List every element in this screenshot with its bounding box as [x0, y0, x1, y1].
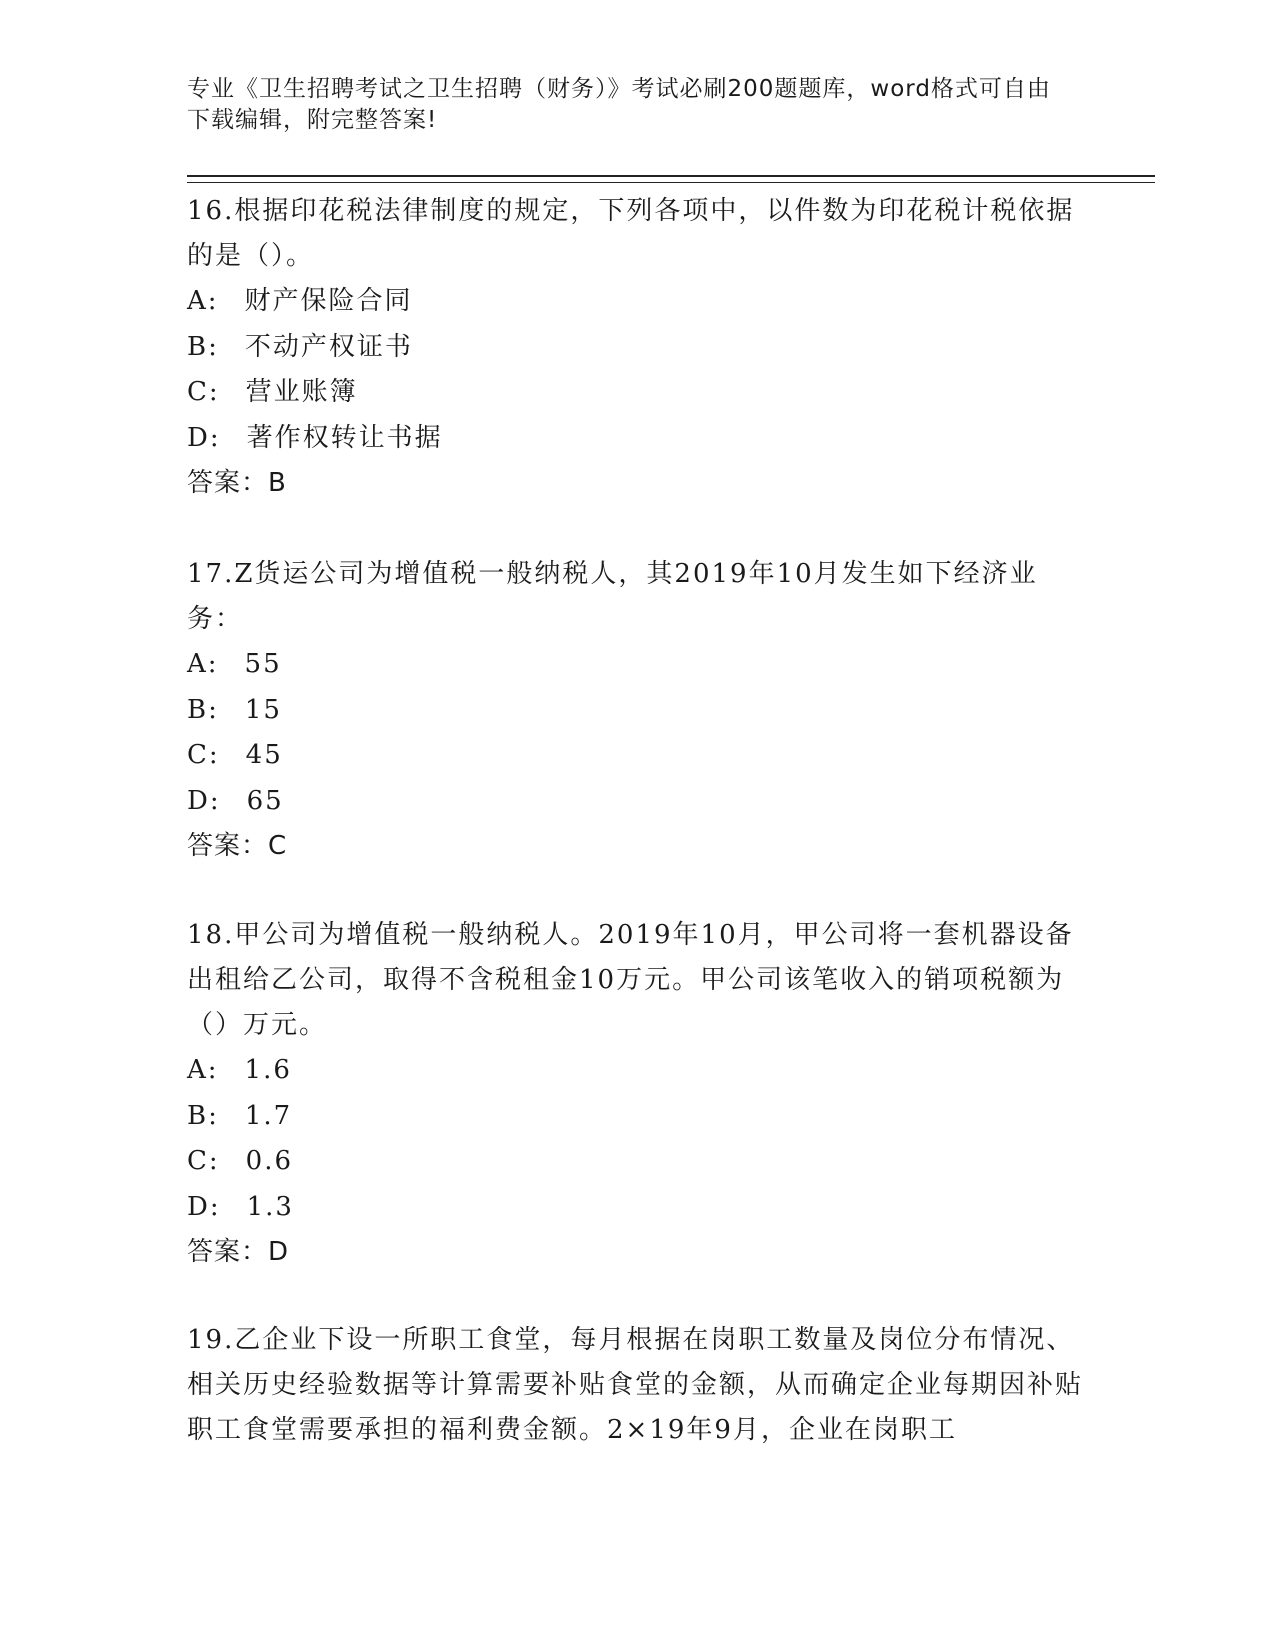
option-key: B:: [187, 331, 219, 362]
answer-line: 答案：D: [187, 1237, 290, 1267]
option-d: [187, 779, 1087, 825]
answer-line: 答案：C: [187, 831, 288, 861]
option-b: [187, 688, 1087, 734]
question-text: 根据印花税法律制度的规定，下列各项中，以件数为印花税计税依据的是（）。: [187, 196, 1075, 271]
question-18: [187, 913, 1087, 1275]
header-divider-thin: [187, 182, 1155, 183]
option-key: A:: [187, 1055, 219, 1085]
option-key: C:: [187, 740, 220, 770]
option-key: B:: [187, 694, 219, 725]
option-b: [187, 325, 1087, 371]
question-stem: [187, 1318, 1087, 1453]
option-key: D:: [187, 1191, 221, 1222]
option-text: 营业账簿: [245, 377, 358, 407]
option-key: C:: [187, 1146, 220, 1176]
option-a: [187, 1048, 1087, 1094]
option-text: 1.7: [244, 1100, 293, 1131]
option-d: [187, 416, 1087, 462]
option-key: A:: [187, 649, 219, 679]
option-key: B:: [187, 1100, 219, 1131]
question-stem: [187, 189, 1087, 279]
option-text: 65: [246, 785, 284, 816]
question-19: [187, 1318, 1087, 1453]
question-17: [187, 552, 1087, 869]
option-d: [187, 1185, 1087, 1231]
question-number: 18.: [187, 920, 235, 950]
option-text: 不动产权证书: [244, 331, 413, 362]
option-key: C:: [187, 377, 220, 407]
question-stem: [187, 552, 1087, 642]
question-number: 16.: [187, 196, 235, 226]
question-text: 乙企业下设一所职工食堂，每月根据在岗职工数量及岗位分布情况、相关历史经验数据等计算需要补贴食堂的金额，从而确定企业每期因补贴职工食堂需要承担的福利费金额。2×19年9月，企业在岗职工: [187, 1325, 1084, 1445]
option-c: [187, 1139, 1087, 1185]
option-text: 55: [244, 649, 282, 679]
question-number: 19.: [187, 1325, 235, 1355]
option-a: [187, 279, 1087, 325]
option-text: 财产保险合同: [244, 286, 413, 316]
option-key: D:: [187, 422, 221, 453]
option-text: 45: [245, 740, 283, 770]
question-16: [187, 189, 1087, 506]
option-a: [187, 642, 1087, 688]
option-c: [187, 733, 1087, 779]
answer-line: 答案：B: [187, 468, 287, 498]
option-text: 0.6: [245, 1146, 294, 1176]
option-key: D:: [187, 785, 221, 816]
header-divider-thick: [187, 175, 1155, 177]
question-stem: [187, 913, 1087, 1048]
option-text: 1.6: [244, 1055, 292, 1085]
option-c: [187, 370, 1087, 416]
document-header: 专业《卫生招聘考试之卫生招聘（财务）》考试必刷200题题库，word格式可自由下载编辑，附完整答案!: [187, 76, 1051, 133]
option-b: [187, 1094, 1087, 1140]
option-text: 1.3: [246, 1191, 294, 1222]
question-text: 甲公司为增值税一般纳税人。2019年10月，甲公司将一套机器设备出租给乙公司，取得不含税租金10万元。甲公司该笔收入的销项税额为（）万元。: [187, 920, 1074, 1040]
option-key: A:: [187, 286, 219, 316]
option-text: 著作权转让书据: [246, 422, 443, 453]
question-text: Z货运公司为增值税一般纳税人，其2019年10月发生如下经济业务：: [187, 559, 1038, 634]
option-text: 15: [244, 694, 282, 725]
question-number: 17.: [187, 559, 235, 589]
